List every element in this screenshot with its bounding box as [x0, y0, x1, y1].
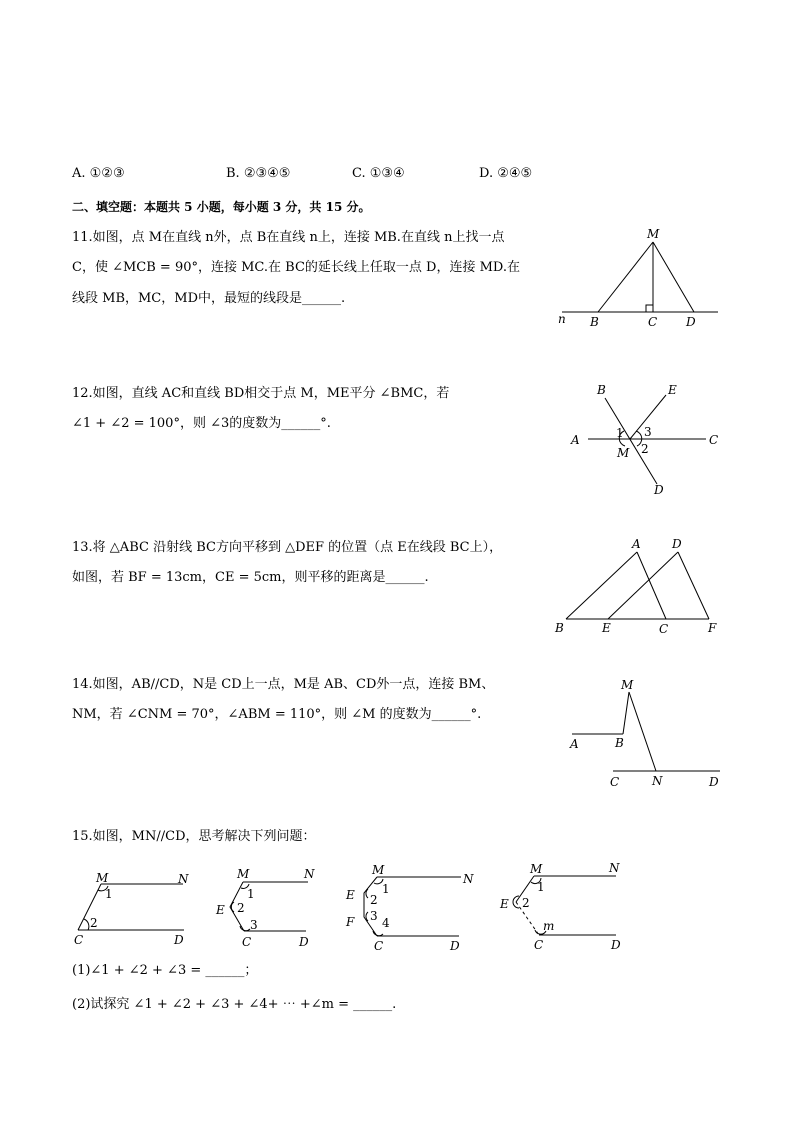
section-heading: 二、填空题：本题共 5 小题，每小题 3 分，共 15 分。 — [72, 200, 371, 214]
svg-text:m: m — [543, 919, 555, 933]
q15-sub1: (1)∠1 + ∠2 + ∠3 = ______； — [72, 963, 258, 978]
label-c: C — [648, 315, 658, 329]
label-b: B — [615, 736, 624, 750]
label-a: A — [571, 433, 580, 447]
label-c: C — [659, 622, 669, 636]
q15-line1: 15.如图，MN//CD，思考解决下列问题： — [72, 829, 316, 844]
label-a: A — [570, 737, 579, 751]
choice-b: B. ②③④⑤ — [226, 166, 291, 181]
svg-text:1: 1 — [105, 887, 113, 901]
label-n: n — [558, 312, 566, 326]
svg-text:2: 2 — [522, 896, 530, 910]
q11-line1: 11.如图，点 M在直线 n外，点 B在直线 n上，连接 MB.在直线 n上找一点 — [72, 230, 505, 245]
svg-text:C: C — [74, 933, 84, 947]
svg-text:M: M — [372, 863, 385, 877]
label-angle-2: 2 — [641, 442, 649, 456]
label-m: M — [621, 678, 634, 692]
svg-text:E: E — [216, 903, 225, 917]
q12-line1: 12.如图，直线 AC和直线 BD相交于点 M，ME平分 ∠BMC，若 — [72, 386, 450, 401]
label-e: E — [602, 621, 611, 635]
svg-text:1: 1 — [382, 882, 390, 896]
svg-text:D: D — [450, 939, 460, 953]
label-c: C — [709, 433, 719, 447]
svg-text:E: E — [346, 888, 355, 902]
label-a: A — [632, 537, 641, 551]
svg-text:M: M — [530, 862, 543, 876]
choice-a: A. ①②③ — [72, 166, 125, 181]
label-n: N — [652, 774, 663, 788]
svg-text:D: D — [299, 935, 309, 949]
label-e: E — [668, 383, 677, 397]
svg-text:F: F — [346, 915, 355, 929]
svg-text:N: N — [609, 861, 620, 875]
q11-line2: C，使 ∠MCB = 90°，连接 MC.在 BC的延长线上任取一点 D，连接 MD.在 — [72, 260, 521, 275]
svg-text:2: 2 — [90, 916, 98, 930]
q14-line2: NM，若 ∠CNM = 70°，∠ABM = 110°，则 ∠M 的度数为______°. — [72, 707, 482, 722]
svg-text:C: C — [242, 935, 252, 949]
q13-line1: 13.将 △ABC 沿射线 BC方向平移到 △DEF 的位置（点 E在线段 BC上）， — [72, 540, 503, 555]
choice-c: C. ①③④ — [352, 166, 405, 181]
label-d: D — [686, 315, 696, 329]
label-c: C — [610, 775, 620, 789]
svg-text:M: M — [96, 871, 109, 885]
label-m: M — [647, 227, 660, 241]
svg-text:2: 2 — [370, 893, 378, 907]
label-angle-1: 1 — [616, 426, 624, 440]
label-b: B — [597, 383, 606, 397]
label-b: B — [555, 621, 564, 635]
q15-sub2: (2)试探究 ∠1 + ∠2 + ∠3 + ∠4+ ⋯ +∠m = ______. — [72, 997, 397, 1012]
label-d: D — [654, 483, 664, 497]
svg-text:C: C — [534, 938, 544, 952]
choice-d: D. ②④⑤ — [479, 166, 533, 181]
svg-text:N: N — [178, 872, 189, 886]
svg-text:E: E — [500, 897, 509, 911]
label-m: M — [617, 446, 630, 460]
q11-line3: 线段 MB，MC，MD中，最短的线段是______. — [72, 291, 346, 306]
svg-text:N: N — [463, 872, 474, 886]
svg-text:N: N — [304, 867, 315, 881]
svg-text:D: D — [611, 938, 621, 952]
svg-text:1: 1 — [537, 880, 545, 894]
svg-text:2: 2 — [237, 901, 245, 915]
svg-text:1: 1 — [247, 887, 255, 901]
q12-line2: ∠1 + ∠2 = 100°，则 ∠3的度数为______°. — [72, 416, 331, 431]
label-b: B — [590, 315, 599, 329]
svg-text:D: D — [174, 933, 184, 947]
q14-line1: 14.如图，AB//CD，N是 CD上一点，M是 AB、CD外一点，连接 BM、 — [72, 677, 495, 692]
svg-text:4: 4 — [382, 916, 390, 930]
svg-text:3: 3 — [370, 909, 378, 923]
label-d: D — [672, 537, 682, 551]
label-d: D — [709, 775, 719, 789]
label-f: F — [708, 621, 717, 635]
q13-line2: 如图，若 BF = 13cm，CE = 5cm，则平移的距离是______. — [72, 570, 429, 585]
svg-text:M: M — [237, 867, 250, 881]
svg-text:C: C — [374, 939, 384, 953]
svg-text:3: 3 — [250, 918, 258, 932]
label-angle-3: 3 — [644, 425, 652, 439]
